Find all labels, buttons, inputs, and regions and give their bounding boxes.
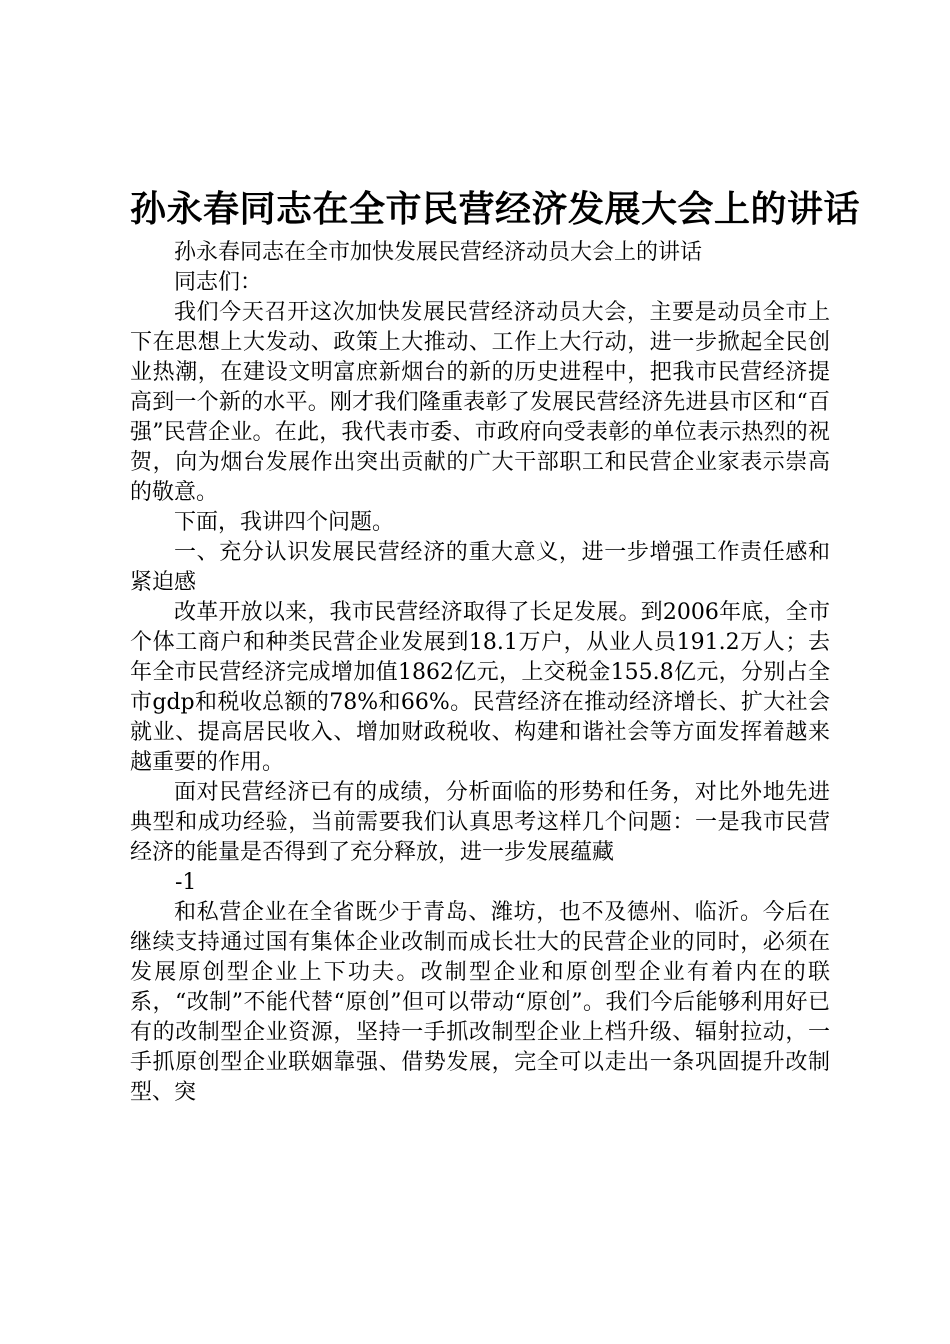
body-paragraph: 下面，我讲四个问题。 — [174, 510, 395, 535]
body-paragraph: 面对民营经济已有的成绩，分析面临的形势和任务，对比外地先进典型和成功经验，当前需要我们认真思考这样几个问题：一是我市民营经济的能量是否得到了充分释放，进一步发展蕴藏 — [130, 780, 830, 865]
body-paragraph: 改革开放以来，我市民营经济取得了长足发展。到2006年底，全市个体工商户和种类民营企业发展到18.1万户，从业人员191.2万人；去年全市民营经济完成增加值1862亿元，上交税金155.8亿元，分别占全市gdp和税收总额的78%和66%。民营经济在推动经济增长、扩大社会就业、提高居民收入、增加财政税收、构建和谐社会等方面发挥着越来越重要的作用。 — [130, 600, 830, 775]
body-paragraph: 我们今天召开这次加快发展民营经济动员大会，主要是动员全市上下在思想上大发动、政策上大推动、工作上大行动，进一步掀起全民创业热潮，在建设文明富庶新烟台的新的历史进程中，把我市民营经济提高到一个新的水平。刚才我们隆重表彰了发展民营经济先进县市区和“百强”民营企业。在此，我代表市委、市政府向受表彰的单位表示热烈的祝贺，向为烟台发展作出突出贡献的广大干部职工和民营企业家表示崇高的敬意。 — [130, 300, 830, 505]
document-page — [130, 186, 861, 1108]
document-title: 孙永春同志在全市民营经济发展大会上的讲话 — [130, 188, 861, 230]
continuation-paragraph: 和私营企业在全省既少于青岛、潍坊，也不及德州、临沂。今后在继续支持通过国有集体企业改制而成长壮大的民营企业的同时，必须在发展原创型企业上下功夫。改制型企业和原创型企业有着内在的联系，“改制”不能代替“原创”但可以带动“原创”。我们今后能够利用好已有的改制型企业资源，坚持一手抓改制型企业上档升级、辐射拉动，一手抓原创型企业联姻靠强、借势发展，完全可以走出一条巩固提升改制型、突 — [130, 900, 830, 1105]
subtitle-paragraph: 孙永春同志在全市加快发展民营经济动员大会上的讲话 — [174, 240, 703, 265]
salutation-paragraph: 同志们： — [174, 270, 263, 295]
page-number: -1 — [175, 870, 197, 895]
section-heading: 一、充分认识发展民营经济的重大意义，进一步增强工作责任感和紧迫感 — [130, 540, 830, 595]
